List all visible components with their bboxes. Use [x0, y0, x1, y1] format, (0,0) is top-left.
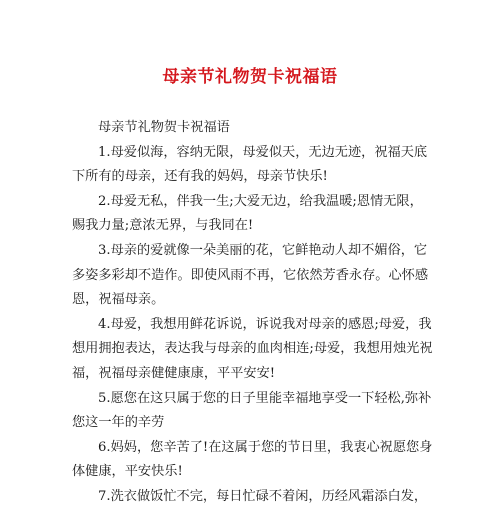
paragraph-2: 2.母爱无私，伴我一生;大爱无边，给我温暖;恩情无限，赐我力量;意浓无界，与我同在! [72, 193, 423, 234]
document-title: 母亲节礼物贺卡祝福语 [162, 67, 338, 87]
paragraph-1: 1.母爱似海，容纳无限，母爱似天，无边无迹，祝福天底下所有的母亲，还有我的妈妈，母亲节快乐! [72, 144, 428, 185]
paragraph-7: 7.洗衣做饭忙不完，每日忙碌不着闲，历经风霜添白发， [98, 488, 428, 504]
paragraph-3: 3.母亲的爱就像一朵美丽的花，它鲜艳动人却不媚俗，它多姿多彩却不造作。即使风雨不再，它依然芳香永存。心怀感恩，祝福母亲。 [72, 242, 429, 308]
paragraph-4: 4.母爱，我想用鲜花诉说，诉说我对母亲的感恩;母爱，我想用拥抱表达，表达我与母亲的血肉相连;母爱，我想用烛光祝福，祝福母亲健健康康，平平安安! [72, 316, 433, 381]
document-subtitle: 母亲节礼物贺卡祝福语 [98, 120, 230, 135]
paragraph-5: 5.愿您在这只属于您的日子里能幸福地享受一下轻松,弥补您这一年的辛劳 [72, 390, 432, 431]
paragraph-6: 6.妈妈，您辛苦了!在这属于您的节日里，我衷心祝愿您身体健康，平安快乐! [72, 439, 433, 480]
document-body [72, 116, 434, 510]
